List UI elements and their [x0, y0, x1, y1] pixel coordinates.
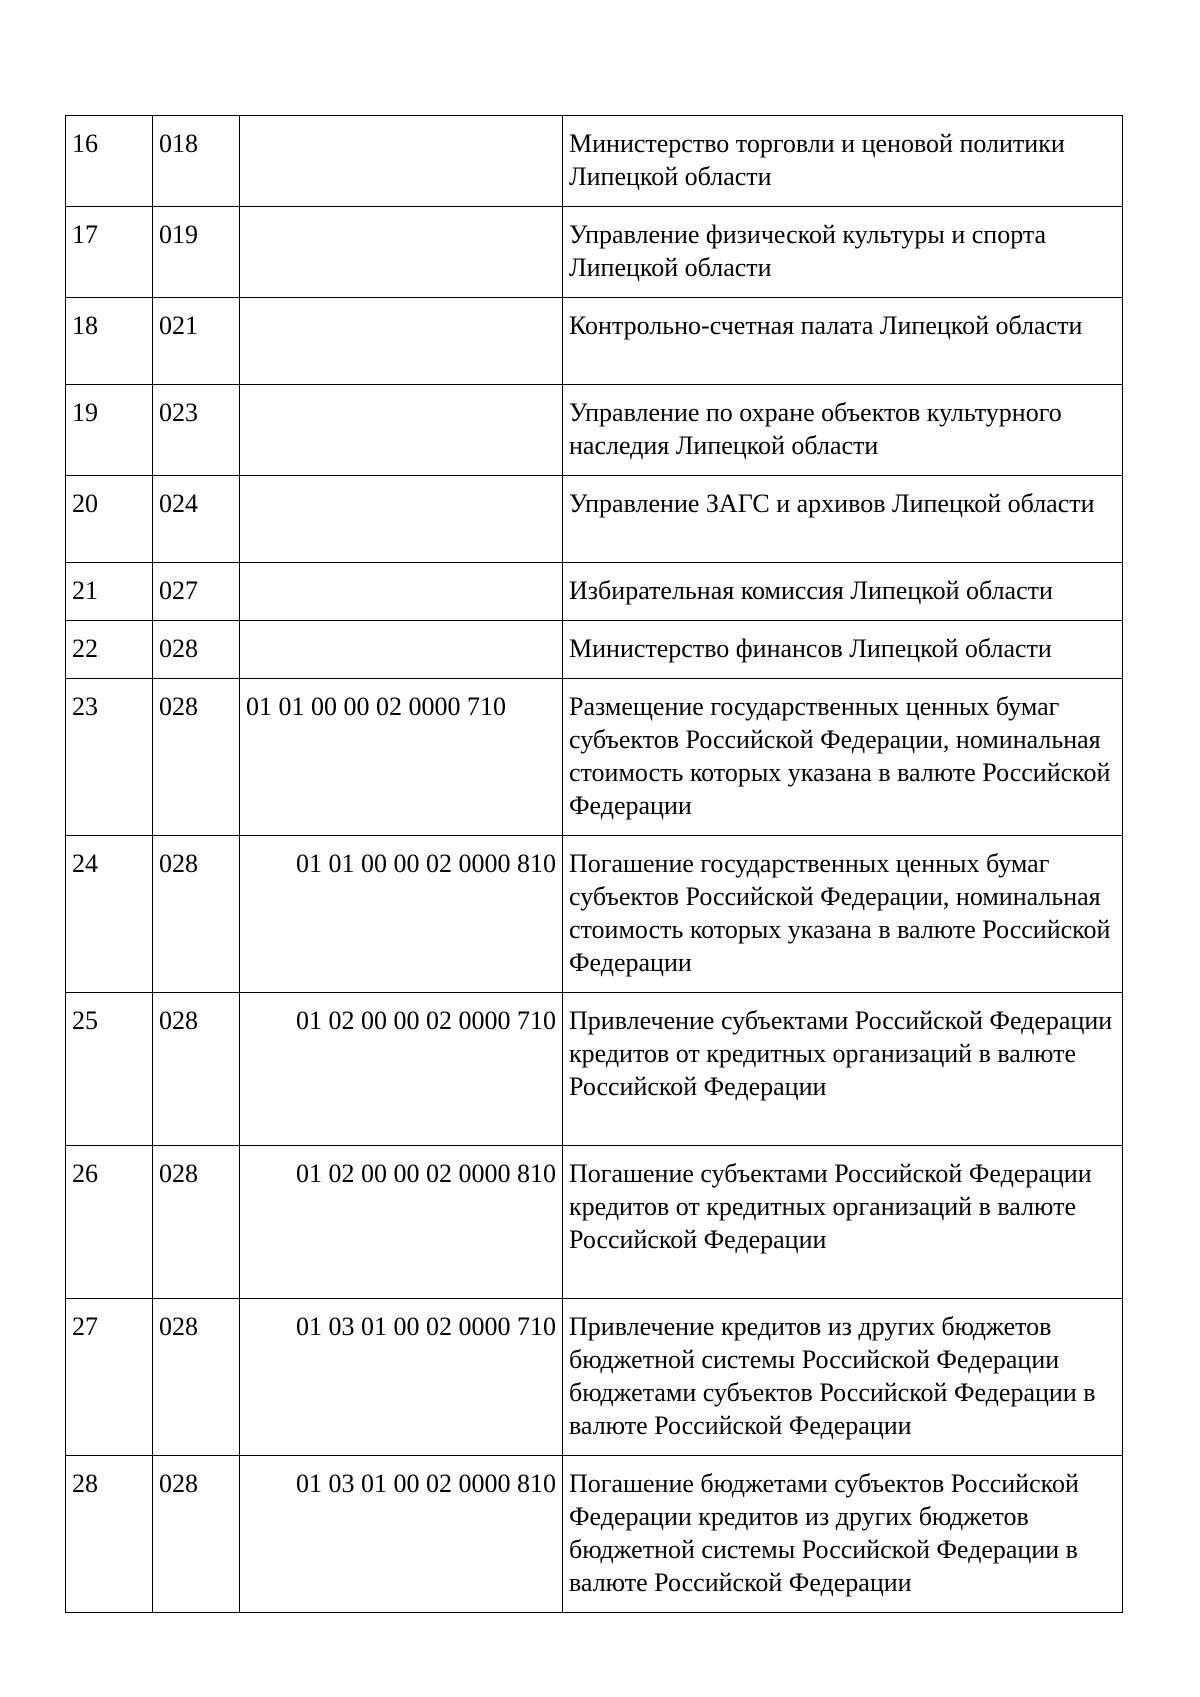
source-code-cell [240, 298, 563, 385]
table-row [66, 993, 1123, 1146]
name-cell: Погашение субъектами Российской Федерации кредитов от кредитных организаций в валюте Российской Федерации [563, 1146, 1123, 1299]
source-code-cell [240, 207, 563, 298]
source-code-cell [240, 621, 563, 679]
admin-code-cell: 027 [153, 563, 240, 621]
table-row [66, 621, 1123, 679]
admin-code-cell: 018 [153, 116, 240, 207]
source-code-cell: 01 02 00 00 02 0000 710 [240, 993, 563, 1146]
row-number-cell: 26 [66, 1146, 153, 1299]
name-cell: Привлечение кредитов из других бюджетов бюджетной системы Российской Федерации бюджетами субъектов Российской Федерации в валюте Российской Федерации [563, 1299, 1123, 1456]
row-number-cell: 24 [66, 836, 153, 993]
row-number-cell: 18 [66, 298, 153, 385]
admin-code-cell: 028 [153, 621, 240, 679]
name-cell: Избирательная комиссия Липецкой области [563, 563, 1123, 621]
table-row [66, 476, 1123, 563]
table-row [66, 679, 1123, 836]
name-cell: Погашение бюджетами субъектов Российской Федерации кредитов из других бюджетов бюджетной системы Российской Федерации в валюте Российской Федерации [563, 1456, 1123, 1613]
source-code-cell [240, 116, 563, 207]
source-code-cell: 01 03 01 00 02 0000 810 [240, 1456, 563, 1613]
name-cell: Министерство финансов Липецкой области [563, 621, 1123, 679]
table-row [66, 207, 1123, 298]
name-cell: Министерство торговли и ценовой политики Липецкой области [563, 116, 1123, 207]
name-cell: Размещение государственных ценных бумаг субъектов Российской Федерации, номинальная стоимость которых указана в валюте Российской Федерации [563, 679, 1123, 836]
admin-code-cell: 028 [153, 836, 240, 993]
admin-code-cell: 028 [153, 1299, 240, 1456]
table-row [66, 1299, 1123, 1456]
source-code-cell [240, 563, 563, 621]
name-cell: Привлечение субъектами Российской Федерации кредитов от кредитных организаций в валюте Российской Федерации [563, 993, 1123, 1146]
table-row [66, 1456, 1123, 1613]
row-number-cell: 21 [66, 563, 153, 621]
source-code-cell: 01 02 00 00 02 0000 810 [240, 1146, 563, 1299]
admin-code-cell: 028 [153, 1146, 240, 1299]
row-number-cell: 19 [66, 385, 153, 476]
name-cell: Погашение государственных ценных бумаг субъектов Российской Федерации, номинальная стоимость которых указана в валюте Российской Федерации [563, 836, 1123, 993]
row-number-cell: 20 [66, 476, 153, 563]
row-number-cell: 17 [66, 207, 153, 298]
name-cell: Управление физической культуры и спорта Липецкой области [563, 207, 1123, 298]
source-code-cell [240, 476, 563, 563]
row-number-cell: 23 [66, 679, 153, 836]
row-number-cell: 25 [66, 993, 153, 1146]
admin-code-cell: 019 [153, 207, 240, 298]
admin-code-cell: 023 [153, 385, 240, 476]
table-row [66, 1146, 1123, 1299]
row-number-cell: 27 [66, 1299, 153, 1456]
table-row [66, 116, 1123, 207]
admin-code-cell: 024 [153, 476, 240, 563]
source-code-cell [240, 385, 563, 476]
admin-code-cell: 021 [153, 298, 240, 385]
source-code-cell: 01 01 00 00 02 0000 710 [240, 679, 563, 836]
row-number-cell: 16 [66, 116, 153, 207]
admin-code-cell: 028 [153, 993, 240, 1146]
source-code-cell: 01 03 01 00 02 0000 710 [240, 1299, 563, 1456]
source-code-cell: 01 01 00 00 02 0000 810 [240, 836, 563, 993]
row-number-cell: 22 [66, 621, 153, 679]
table-row [66, 298, 1123, 385]
budget-codes-table [65, 115, 1123, 1613]
table-row [66, 836, 1123, 993]
admin-code-cell: 028 [153, 679, 240, 836]
name-cell: Управление ЗАГС и архивов Липецкой области [563, 476, 1123, 563]
table-row [66, 563, 1123, 621]
row-number-cell: 28 [66, 1456, 153, 1613]
name-cell: Контрольно-счетная палата Липецкой области [563, 298, 1123, 385]
name-cell: Управление по охране объектов культурного наследия Липецкой области [563, 385, 1123, 476]
table-row [66, 385, 1123, 476]
admin-code-cell: 028 [153, 1456, 240, 1613]
